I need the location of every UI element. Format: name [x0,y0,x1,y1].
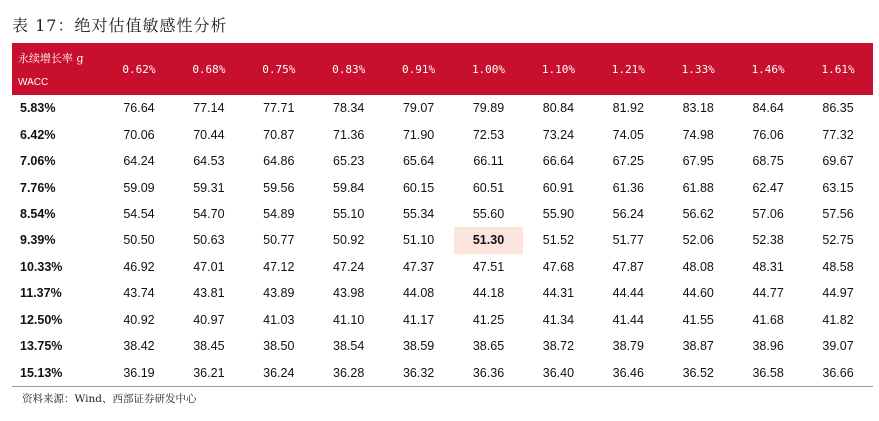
value-cell: 43.89 [263,286,295,301]
value-cell: 48.31 [752,259,784,274]
value-cell: 36.66 [803,359,873,386]
value-cell: 69.67 [822,154,854,169]
value-cell: 64.24 [123,154,155,169]
value-cell: 44.08 [402,286,435,301]
value-cell: 66.64 [542,154,575,169]
table-row [12,121,873,147]
table-row [12,280,873,306]
value-cell: 44.18 [472,286,505,301]
growth-rate-header-cell: 1.00% [454,43,524,95]
value-cell: 36.36 [454,359,524,386]
value-cell: 38.42 [123,339,155,354]
value-cell: 60.15 [402,180,435,195]
value-cell: 52.38 [752,233,784,248]
table-row [12,95,873,121]
value-cell: 36.58 [733,359,803,386]
value-cell: 60.51 [472,180,505,195]
value-cell: 36.52 [663,359,733,386]
value-cell: 47.68 [542,259,575,274]
value-cell: 60.91 [542,180,575,195]
value-cell: 57.06 [752,206,784,221]
growth-rate-axis-label: 永续增长率 g [18,52,84,65]
table-row [12,227,873,253]
value-cell: 40.97 [193,312,225,327]
value-cell: 47.87 [612,259,644,274]
value-cell: 44.60 [682,286,714,301]
value-cell: 72.53 [472,127,505,142]
value-cell: 41.10 [333,312,365,327]
table-row [12,359,873,386]
value-cell: 43.74 [123,286,155,301]
value-cell: 41.17 [402,312,435,327]
wacc-cell: 9.39% [20,233,56,248]
value-cell: 51.77 [612,233,644,248]
value-cell: 74.98 [682,127,714,142]
wacc-cell: 8.54% [20,206,56,221]
value-cell: 54.89 [263,206,295,221]
value-cell: 65.23 [333,154,365,169]
value-cell: 38.79 [612,339,644,354]
wacc-cell: 13.75% [20,339,63,354]
value-cell: 64.53 [193,154,225,169]
value-cell: 36.28 [314,359,384,386]
value-cell: 56.62 [682,206,714,221]
value-cell: 55.34 [402,206,435,221]
table-body [12,95,873,386]
value-cell: 54.70 [193,206,225,221]
value-cell: 62.47 [752,180,784,195]
value-cell: 43.98 [333,286,365,301]
value-cell: 67.25 [612,154,644,169]
value-cell: 61.36 [612,180,644,195]
value-cell: 59.56 [263,180,295,195]
value-cell: 44.31 [542,286,575,301]
value-cell: 55.90 [542,206,575,221]
wacc-cell: 11.37% [20,286,62,301]
value-cell: 41.68 [752,312,784,327]
source-note: 资料来源：Wind、西部证券研发中心 [22,393,197,405]
wacc-cell: 6.42% [20,127,56,142]
value-cell: 51.10 [402,233,435,248]
highlighted-value-cell: 51.30 [454,227,524,253]
growth-rate-header-cell: 0.83% [314,43,384,95]
value-cell: 36.32 [384,359,454,386]
value-cell: 47.51 [472,259,505,274]
value-cell: 59.84 [333,180,365,195]
wacc-cell: 12.50% [20,312,63,327]
value-cell: 48.58 [822,259,854,274]
value-cell: 48.08 [682,259,714,274]
value-cell: 52.75 [822,233,854,248]
value-cell: 47.24 [333,259,365,274]
header-row [12,43,873,95]
value-cell: 59.09 [123,180,155,195]
wacc-cell: 15.13% [12,359,104,386]
value-cell: 43.81 [193,286,225,301]
value-cell: 76.64 [123,101,155,116]
value-cell: 55.10 [333,206,365,221]
value-cell: 44.97 [822,286,854,301]
value-cell: 38.65 [472,339,505,354]
value-cell: 50.63 [193,233,225,248]
growth-rate-header-cell: 1.46% [733,43,803,95]
value-cell: 38.54 [333,339,365,354]
value-cell: 68.75 [752,154,784,169]
value-cell: 38.87 [682,339,714,354]
value-cell: 57.56 [822,206,854,221]
growth-rate-header-cell: 1.61% [803,43,873,95]
value-cell: 38.59 [402,339,435,354]
value-cell: 38.72 [542,339,575,354]
value-cell: 41.03 [263,312,295,327]
value-cell: 36.24 [244,359,314,386]
wacc-cell: 10.33% [20,259,63,274]
value-cell: 86.35 [822,101,854,116]
value-cell: 44.44 [612,286,644,301]
growth-rate-header-cell: 0.68% [174,43,244,95]
growth-rate-header-cell: 1.10% [523,43,593,95]
growth-rate-header-cell: 0.91% [384,43,454,95]
value-cell: 67.95 [682,154,714,169]
value-cell: 47.37 [402,259,435,274]
value-cell: 36.19 [104,359,174,386]
value-cell: 47.01 [193,259,225,274]
table-row [12,201,873,227]
value-cell: 38.50 [263,339,295,354]
value-cell: 55.60 [472,206,505,221]
value-cell: 66.11 [473,154,504,169]
value-cell: 59.31 [193,180,225,195]
wacc-cell: 7.06% [20,154,56,169]
value-cell: 83.18 [682,101,714,116]
wacc-cell: 7.76% [20,180,56,195]
value-cell: 38.96 [752,339,784,354]
value-cell: 44.77 [752,286,784,301]
value-cell: 77.32 [822,127,854,142]
value-cell: 71.36 [333,127,365,142]
value-cell: 61.88 [682,180,714,195]
value-cell: 63.15 [822,180,854,195]
value-cell: 36.21 [174,359,244,386]
value-cell: 46.92 [123,259,155,274]
value-cell: 36.46 [593,359,663,386]
value-cell: 70.06 [123,127,155,142]
value-cell: 56.24 [612,206,644,221]
value-cell: 41.44 [612,312,644,327]
value-cell: 74.05 [612,127,644,142]
value-cell: 50.92 [333,233,365,248]
wacc-axis-label: WACC [18,77,49,88]
value-cell: 70.87 [263,127,295,142]
value-cell: 64.86 [263,154,295,169]
table-title: 表 17：绝对估值敏感性分析 [12,16,228,35]
value-cell: 70.44 [193,127,225,142]
value-cell: 77.14 [193,101,225,116]
value-cell: 41.55 [682,312,714,327]
value-cell: 65.64 [402,154,435,169]
table-row [12,148,873,174]
sensitivity-table [12,43,873,387]
value-cell: 54.54 [123,206,155,221]
value-cell: 79.07 [402,101,435,116]
growth-rate-header-cell: 0.75% [244,43,314,95]
value-cell: 40.92 [123,312,155,327]
value-cell: 41.82 [822,312,854,327]
value-cell: 41.25 [472,312,505,327]
value-cell: 71.90 [402,127,435,142]
value-cell: 80.84 [542,101,575,116]
value-cell: 50.77 [263,233,295,248]
value-cell: 51.52 [542,233,575,248]
table-row [12,174,873,200]
growth-rate-header-cell: 1.33% [663,43,733,95]
corner-header-cell [12,43,104,95]
value-cell: 78.34 [333,101,365,116]
value-cell: 50.50 [123,233,155,248]
value-cell: 41.34 [542,312,575,327]
wacc-cell: 5.83% [20,101,56,116]
value-cell: 38.45 [193,339,225,354]
value-cell: 47.12 [263,259,295,274]
value-cell: 76.06 [752,127,784,142]
value-cell: 36.40 [523,359,593,386]
growth-rate-header-cell: 0.62% [104,43,174,95]
growth-rate-header-cell: 1.21% [593,43,663,95]
value-cell: 77.71 [263,101,295,116]
value-cell: 73.24 [542,127,575,142]
value-cell: 84.64 [752,101,784,116]
table-row [12,307,873,333]
value-cell: 39.07 [822,339,854,354]
table-row [12,254,873,280]
value-cell: 81.92 [612,101,644,116]
value-cell: 52.06 [682,233,714,248]
table-row [12,333,873,359]
value-cell: 79.89 [472,101,505,116]
